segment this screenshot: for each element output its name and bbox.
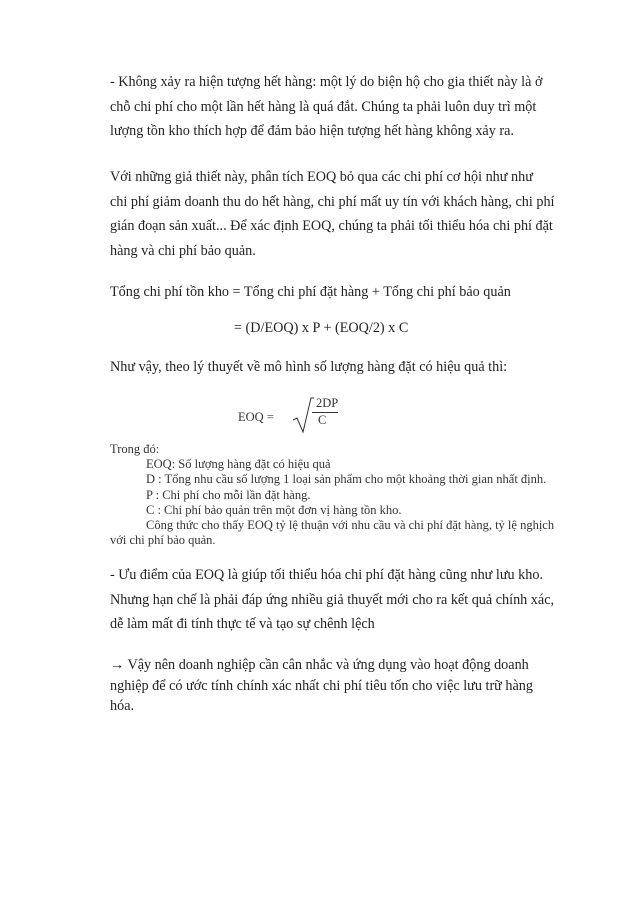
text-line: chi phí giảm doanh thu do hết hàng, chi phí mất uy tín với khách hàng, chi phí [110, 193, 555, 210]
note-item: D : Tổng nhu cầu số lượng 1 loại sản phẩm cho một khoảng thời gian nhất định. [146, 472, 547, 487]
text-line: → Vậy nên doanh nghiệp cần cân nhắc và ứng dụng vào hoạt động doanh [110, 657, 529, 673]
formula-intro: Như vậy, theo lý thuyết về mô hình số lượng hàng đặt có hiệu quả thì: [110, 359, 508, 375]
text-line: - Ưu điểm của EOQ là giúp tối thiểu hóa chi phí đặt hàng cũng như lưu kho. [110, 567, 544, 583]
text-line: hàng và chi phí bảo quản. [110, 242, 256, 259]
text-line: lượng tồn kho thích hợp để đảm bảo hiện tượng hết hàng không xảy ra. [110, 123, 514, 139]
paragraph-stockout-assumption [110, 70, 590, 144]
paragraph-conclusion [110, 655, 590, 717]
text-line: nghiệp để có ước tính chính xác nhất chi phí tiêu tốn cho việc lưu trữ hàng [110, 677, 533, 694]
text-line: Nhưng hạn chế là phải đáp ứng nhiều giả thuyết mới cho ra kết quả chính xác, [110, 591, 555, 608]
paragraph-eoq-pros-cons [110, 563, 590, 637]
formula-notes [110, 442, 554, 548]
note-item: EOQ: Số lượng hàng đặt có hiệu quả [146, 457, 331, 472]
total-cost-equation-expansion: = (D/EOQ) x P + (EOQ/2) x C [234, 320, 409, 336]
square-root-icon [292, 396, 314, 434]
text-line: chỗ chi phí cho một lần hết hàng là quá đắt. Chúng ta phải luôn duy trì một [110, 98, 537, 115]
formula-denominator: C [318, 413, 327, 427]
text-line: gián đoạn sản xuất... Để xác định EOQ, chúng ta phải tối thiểu hóa chi phí đặt [110, 218, 553, 234]
notes-heading: Trong đó: [110, 442, 160, 456]
paragraph-eoq-analysis [110, 165, 590, 263]
text-line: Với những giả thiết này, phân tích EOQ bỏ qua các chi phí cơ hội như như [110, 169, 533, 185]
text-line: hóa. [110, 698, 135, 714]
note-item: P : Chi phí cho mỗi lần đặt hàng. [146, 487, 311, 502]
text-line: dễ làm mất đi tính thực tế và tạo sự chênh lệch [110, 616, 375, 632]
formula-lhs: EOQ = [238, 410, 274, 424]
total-cost-equation: Tổng chi phí tồn kho = Tổng chi phí đặt hàng + Tổng chi phí bảo quản [110, 284, 511, 300]
formula-numerator: 2DP [316, 396, 339, 410]
note-item: C : Chi phí bảo quản trên một đơn vị hàng tồn kho. [146, 502, 402, 517]
note-item: Công thức cho thấy EOQ tỷ lệ thuận với nhu cầu và chi phí đặt hàng, tỷ lệ nghịch [146, 518, 555, 533]
note-tail: với chi phí bảo quản. [110, 533, 216, 548]
text-line: - Không xảy ra hiện tượng hết hàng: một lý do biện hộ cho gia thiết này là ở [110, 74, 543, 90]
